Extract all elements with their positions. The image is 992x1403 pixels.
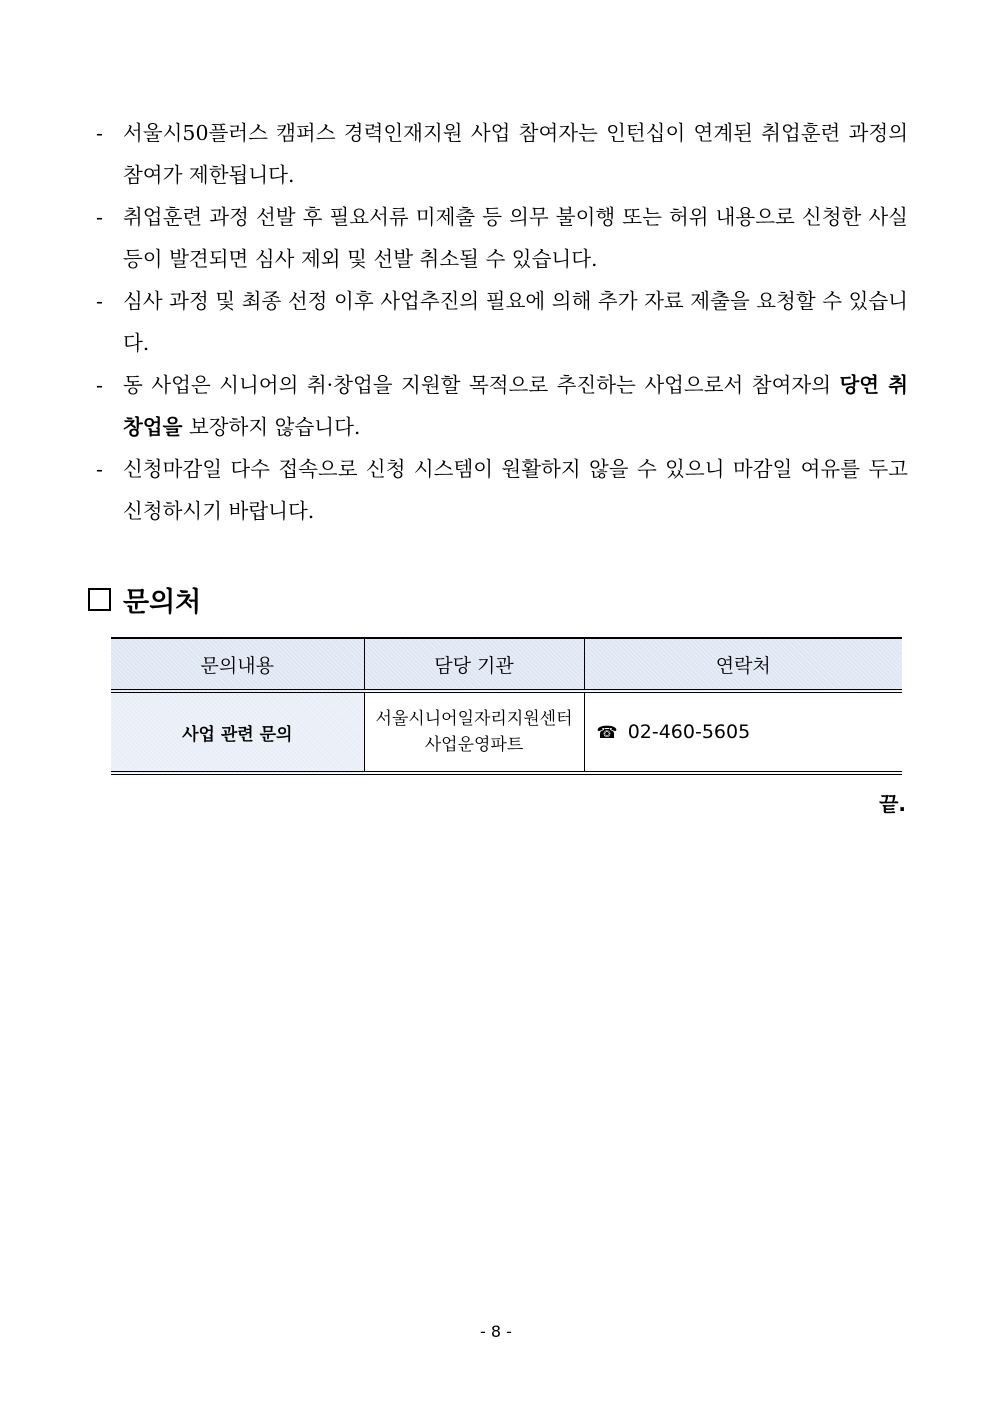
header-inquiry: 문의내용 <box>111 638 364 691</box>
emphasis-text: 당연 취창업을 <box>123 373 909 439</box>
notice-list <box>96 112 908 532</box>
notice-item: - 취업훈련 과정 선발 후 필요서류 미제출 등 의무 불이행 또는 허위 내용으로 신청한 사실 등이 발견되면 심사 제외 및 선발 취소될 수 있습니다. <box>96 196 908 280</box>
organization-cell <box>364 691 584 773</box>
notice-text: 신청마감일 다수 접속으로 신청 시스템이 원활하지 않을 수 있으니 마감일 여유를 두고 신청하시기 바랍니다. <box>123 457 908 523</box>
organization-department: 사업운영파트 <box>424 735 524 755</box>
contact-cell <box>584 691 902 773</box>
notice-text: 심사 과정 및 최종 선정 이후 사업추진의 필요에 의해 추가 자료 제출을 요청할 수 있습니다. <box>123 289 908 355</box>
inquiry-cell: 사업 관련 문의 <box>111 691 364 773</box>
notice-text: 취업훈련 과정 선발 후 필요서류 미제출 등 의무 불이행 또는 허위 내용으로 신청한 사실 등이 발견되면 심사 제외 및 선발 취소될 수 있습니다. <box>123 205 908 271</box>
checkbox-square-icon <box>88 588 111 611</box>
section-title: 문의처 <box>123 587 202 618</box>
phone-number: 02-460-5605 <box>627 721 751 743</box>
notice-item: - 심사 과정 및 최종 선정 이후 사업추진의 필요에 의해 추가 자료 제출을 요청할 수 있습니다. <box>96 280 908 364</box>
end-mark: 끝. <box>879 792 906 816</box>
organization-name: 서울시니어일자리지원센터 <box>375 709 573 729</box>
table-header-row <box>111 638 902 691</box>
notice-item: - 신청마감일 다수 접속으로 신청 시스템이 원활하지 않을 수 있으니 마감일 여유를 두고 신청하시기 바랍니다. <box>96 448 908 532</box>
phone-icon: ☎ <box>596 723 618 743</box>
header-organization: 담당 기관 <box>364 638 584 691</box>
section-heading <box>88 580 201 619</box>
notice-item: - 서울시50플러스 캠퍼스 경력인재지원 사업 참여자는 인턴십이 연계된 취업훈련 과정의 참여가 제한됩니다. <box>96 112 908 196</box>
table-row <box>111 691 902 773</box>
notice-text: 동 사업은 시니어의 취·창업을 지원할 목적으로 추진하는 사업으로서 참여자의 당연 취창업을 보장하지 않습니다. <box>123 373 909 439</box>
page-number: - 8 - <box>480 1322 512 1341</box>
header-contact: 연락처 <box>584 638 902 691</box>
contact-table <box>111 637 902 775</box>
notice-item: - 동 사업은 시니어의 취·창업을 지원할 목적으로 추진하는 사업으로서 참여자의 당연 취창업을 보장하지 않습니다. <box>96 364 908 448</box>
notice-text: 서울시50플러스 캠퍼스 경력인재지원 사업 참여자는 인턴십이 연계된 취업훈련 과정의 참여가 제한됩니다. <box>123 121 908 187</box>
